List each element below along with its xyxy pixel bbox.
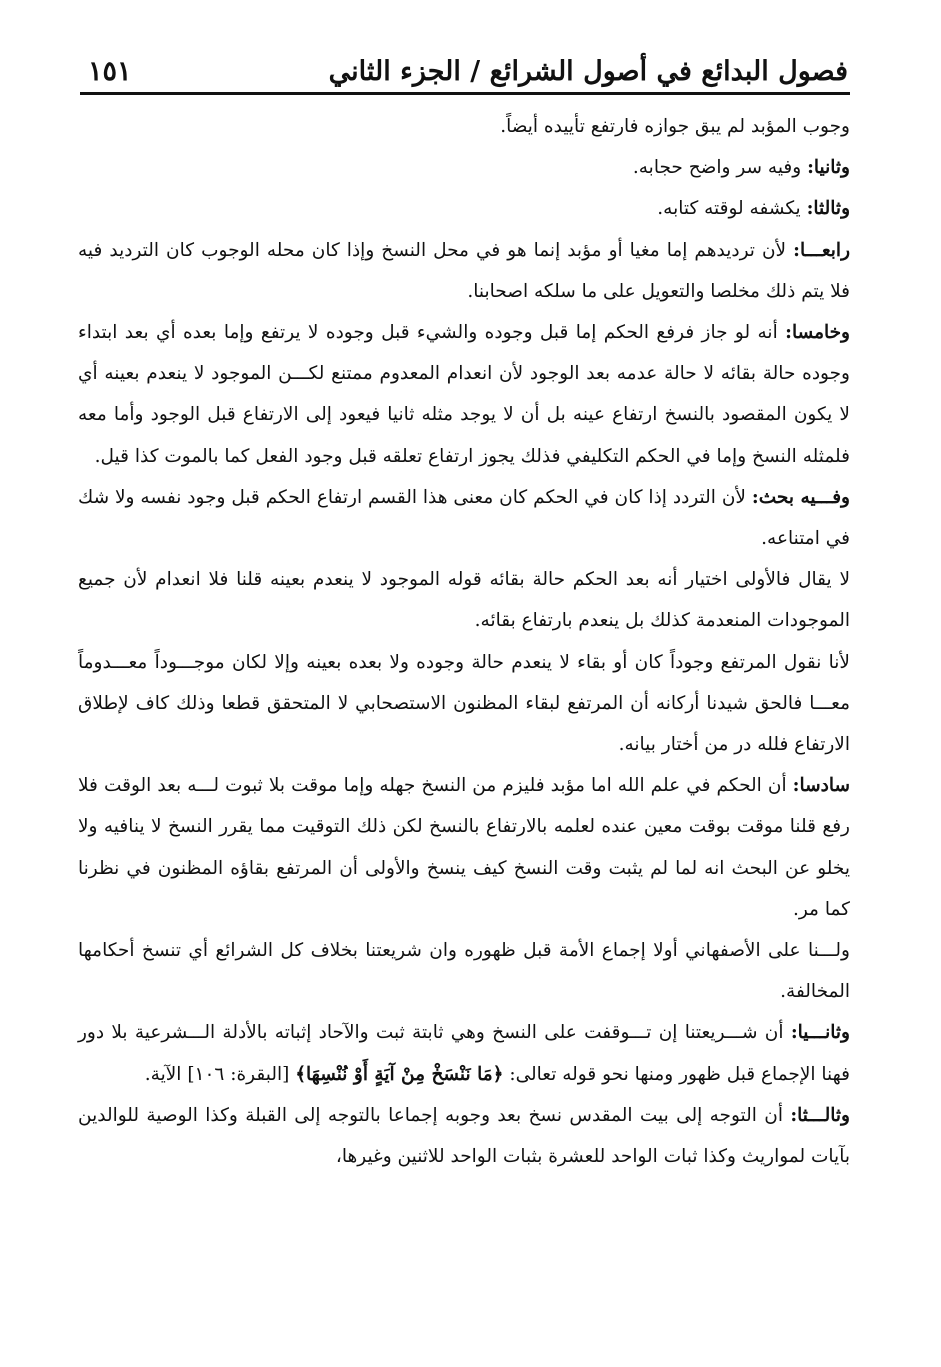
paragraph-6 <box>78 477 850 559</box>
paragraph-text: أن التوجه إلى بيت المقدس نسخ بعد وجوبه إجماعا بالتوجه إلى القبلة وكذا الوصية للوالدين بآيات لمواريث وكذا ثبات الواحد للعشرة بثبات الواحد للاثنين وغيرها، <box>78 1104 850 1168</box>
paragraph-text: وجوب المؤبد لم يبق جوازه فارتفع تأييده أيضاً. <box>500 116 850 137</box>
paragraph-2 <box>78 147 850 188</box>
paragraph-9 <box>78 765 850 930</box>
paragraph-text: وفيه سر واضح حجابه. <box>632 157 808 179</box>
paragraph-lead: سادسا: <box>792 775 850 797</box>
paragraph-lead: وفـــيه بحث: <box>751 486 850 508</box>
paragraph-lead: وثانيا: <box>807 157 850 179</box>
paragraph-5 <box>78 312 850 477</box>
paragraph-lead: وثالثا: <box>806 198 850 220</box>
paragraph-text: لأن التردد إذا كان في الحكم كان معنى هذا القسم ارتفاع الحكم قبل وجود نفسه ولا شك في امتناعه. <box>78 486 850 550</box>
paragraph-text: لأن ترديدهم إما مغيا أو مؤبد إنما هو في محل النسخ وإذا كان محله الوجوب كان الترديد فيه فلا يتم ذلك مخلصا والتعويل على ما سلكه اصحابنا. <box>78 239 850 302</box>
paragraph-text: أنه لو جاز فرفع الحكم إما قبل وجوده والشيء قبل وجوده لا يرتفع وإما بعده أي بعد ابتداء وجوده حالة بقائه لا حالة عدمه بعد الوجود لأن انعدام المعدوم ممتنع لكـــن الموجود لا ينعدم بعينه أي لا يكون المقصود بالنسخ ارتفاع عينه بل أن لا يوجد مثله ثانيا فيعود إلى الارتفاع قبل الوجود وأما معه فلمثله النسخ وإما في الحكم التكليفي فذلك يجوز ارتفاع تعلقه قبل وجود الفعل كما بالموت كذا قيل. <box>78 322 850 467</box>
paragraph-10 <box>78 930 850 1012</box>
paragraph-11 <box>78 1012 850 1094</box>
header-rule <box>80 92 850 95</box>
paragraph-8 <box>78 642 850 766</box>
paragraph-text: ولـــنا على الأصفهاني أولا إجماع الأمة قبل ظهوره وان شريعتنا بخلاف كل الشرائع أي تنسخ أحكامها المخالفة. <box>78 940 850 1003</box>
paragraph-text: أن الحكم في علم الله اما مؤبد فليزم من النسخ جهله وإما موقت بلا ثبوت لـــه بعد الوقت فلا رفع قلنا موقت بوقت معين عنده لعلمه بالارتفاع بالنسخ لكن ذلك التوقيت مما يقرر النسخ لا ينافيه ولا يخلو عن البحث انه لما لم يثبت وقت النسخ كيف ينسخ والأولى أن المرتفع بقاؤه المظنون في نظرنا كما مر. <box>78 775 850 920</box>
paragraph-12 <box>78 1095 850 1177</box>
paragraph-lead: رابعـــا: <box>793 239 850 261</box>
book-title: فصول البدائع في أصول الشرائع / الجزء الثاني <box>328 56 848 87</box>
body-text <box>78 106 850 1177</box>
paragraph-lead: وثالـــثا: <box>790 1104 850 1126</box>
page-header <box>82 40 848 92</box>
paragraph-4 <box>78 230 850 312</box>
paragraph-text: أن شـــريعتنا إن تـــوقفت على النسخ وهي ثابتة ثبت والآحاد إثباته بالأدلة الـــشرعية بلا دور فهنا الإجماع قبل ظهور ومنها نحو قوله تعالى: <box>78 1022 850 1085</box>
paragraph-text: لا يقال فالأولى اختيار أنه بعد الحكم حالة بقائه قوله الموجود لا ينعدم بعينه قلنا فلا انعدام لأن جميع الموجودات المنعدمة كذلك بل ينعدم بارتفاع بقائه. <box>78 569 850 632</box>
paragraph-lead: وثانـــيا: <box>790 1022 850 1044</box>
paragraph-text: يكشفه لوقته كتابه. <box>657 198 807 220</box>
page-number: ١٥١ <box>88 56 132 87</box>
paragraph-text: لأنا نقول المرتفع وجوداً كان أو بقاء لا ينعدم حالة وجوده ولا بعده بعينه وإلا لكان موجـــوداً معـــدوماً معـــا فالحق شيدنا أركانه أن المرتفع لبقاء المظنون الاستصحابي لا المتحقق قطعا وذلك كاف لإطلاق الارتفاع فلله در من أختار بيانه. <box>78 651 850 756</box>
paragraph-lead: وخامسا: <box>785 322 850 344</box>
paragraph-1 <box>78 106 850 147</box>
quran-verse: ﴿مَا نَنْسَخْ مِنْ آيَةٍ أَوْ نُنْسِهَا﴾ <box>295 1063 504 1085</box>
paragraph-tail: [البقرة: ١٠٦] الآية. <box>144 1063 296 1085</box>
paragraph-7 <box>78 559 850 641</box>
paragraph-3 <box>78 188 850 229</box>
